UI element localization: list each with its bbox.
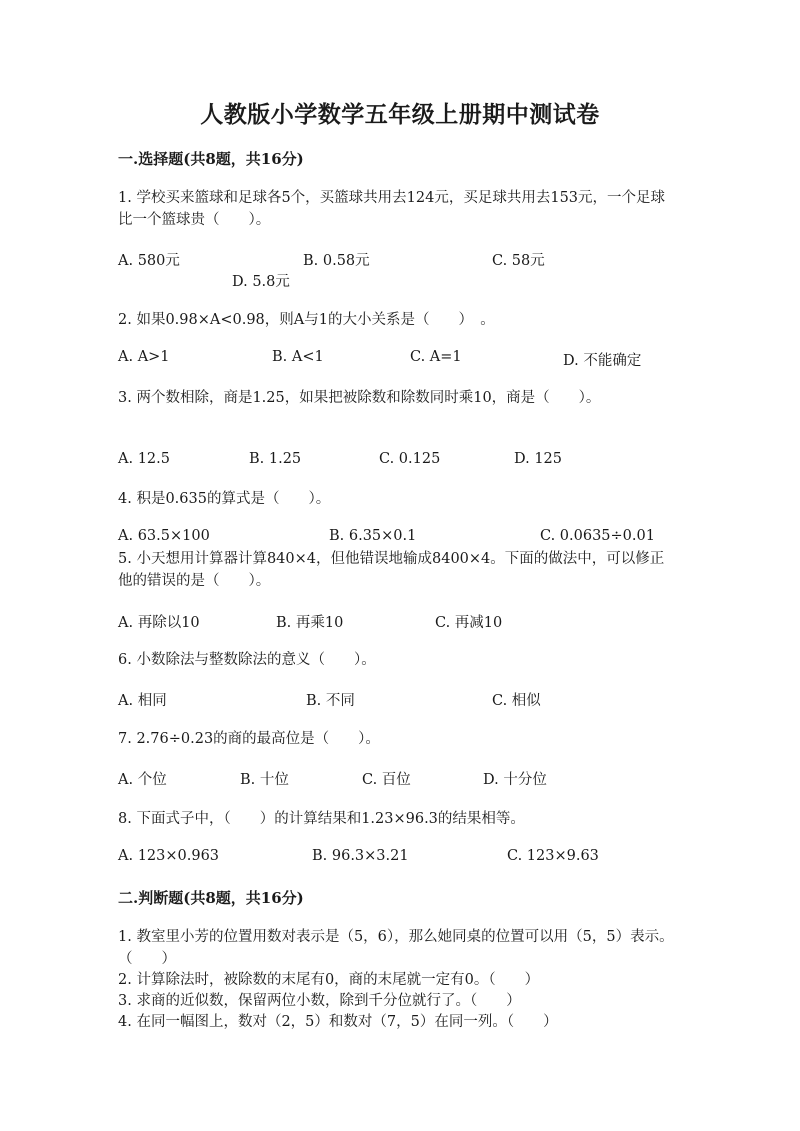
q6-option-c: C. 相似 <box>492 693 541 709</box>
q8-option-a: A. 123×0.963 <box>118 848 220 864</box>
question-5: 5. 小天想用计算器计算840×4，但他错误地输成8400×4。下面的做法中，可以修正他的错误的是（ ）。 <box>118 551 665 589</box>
q2-option-d: D. 不能确定 <box>563 353 642 369</box>
q7-option-a: A. 个位 <box>118 772 167 788</box>
question-8: 8. 下面式子中，（ ）的计算结果和1.23×96.3的结果相等。 <box>118 811 525 827</box>
q5-option-c: C. 再减10 <box>435 615 503 631</box>
q3-option-b: B. 1.25 <box>249 451 302 467</box>
q1-option-d: D. 5.8元 <box>232 274 290 290</box>
q1-option-a: A. 580元 <box>118 253 180 269</box>
section-heading-choice: 一.选择题(共8题，共16分) <box>118 150 304 168</box>
tf-question-1: 1. 教室里小芳的位置用数对表示是（5，6），那么她同桌的位置可以用（5，5）表示。（ ） <box>118 929 674 967</box>
q8-option-c: C. 123×9.63 <box>507 848 599 864</box>
question-4: 4. 积是0.635的算式是（ ）。 <box>118 491 331 507</box>
tf-question-3: 3. 求商的近似数，保留两位小数，除到千分位就行了。（ ） <box>118 993 521 1009</box>
question-1: 1. 学校买来篮球和足球各5个，买篮球共用去124元，买足球共用去153元，一个足球比一个篮球贵（ ）。 <box>118 190 666 228</box>
section-heading-true-false: 二.判断题(共8题，共16分) <box>118 889 304 907</box>
tf-question-4: 4. 在同一幅图上，数对（2，5）和数对（7，5）在同一列。（ ） <box>118 1014 558 1030</box>
question-3: 3. 两个数相除，商是1.25，如果把被除数和除数同时乘10，商是（ ）。 <box>118 390 601 406</box>
q2-option-c: C. A=1 <box>410 349 462 365</box>
question-2: 2. 如果0.98×A<0.98，则A与1的大小关系是（ ） 。 <box>118 312 495 328</box>
q1-option-c: C. 58元 <box>492 253 545 269</box>
q3-option-a: A. 12.5 <box>118 451 170 467</box>
q3-option-d: D. 125 <box>514 451 563 467</box>
q3-option-c: C. 0.125 <box>379 451 441 467</box>
q7-option-d: D. 十分位 <box>483 772 547 788</box>
q5-option-a: A. 再除以10 <box>118 615 200 631</box>
page-title: 人教版小学数学五年级上册期中测试卷 <box>200 101 600 128</box>
q2-option-b: B. A<1 <box>272 349 324 365</box>
question-6: 6. 小数除法与整数除法的意义（ ）。 <box>118 652 376 668</box>
q4-option-a: A. 63.5×100 <box>118 528 210 544</box>
q4-option-b: B. 6.35×0.1 <box>329 528 417 544</box>
q2-option-a: A. A>1 <box>118 349 170 365</box>
tf-question-2: 2. 计算除法时，被除数的末尾有0，商的末尾就一定有0。（ ） <box>118 972 540 988</box>
q8-option-b: B. 96.3×3.21 <box>312 848 409 864</box>
q4-option-c: C. 0.0635÷0.01 <box>540 528 655 544</box>
q5-option-b: B. 再乘10 <box>276 615 344 631</box>
q7-option-c: C. 百位 <box>362 772 411 788</box>
question-7: 7. 2.76÷0.23的商的最高位是（ ）。 <box>118 731 380 747</box>
q6-option-a: A. 相同 <box>118 693 167 709</box>
q7-option-b: B. 十位 <box>240 772 289 788</box>
q6-option-b: B. 不同 <box>306 693 355 709</box>
q1-option-b: B. 0.58元 <box>303 253 370 269</box>
